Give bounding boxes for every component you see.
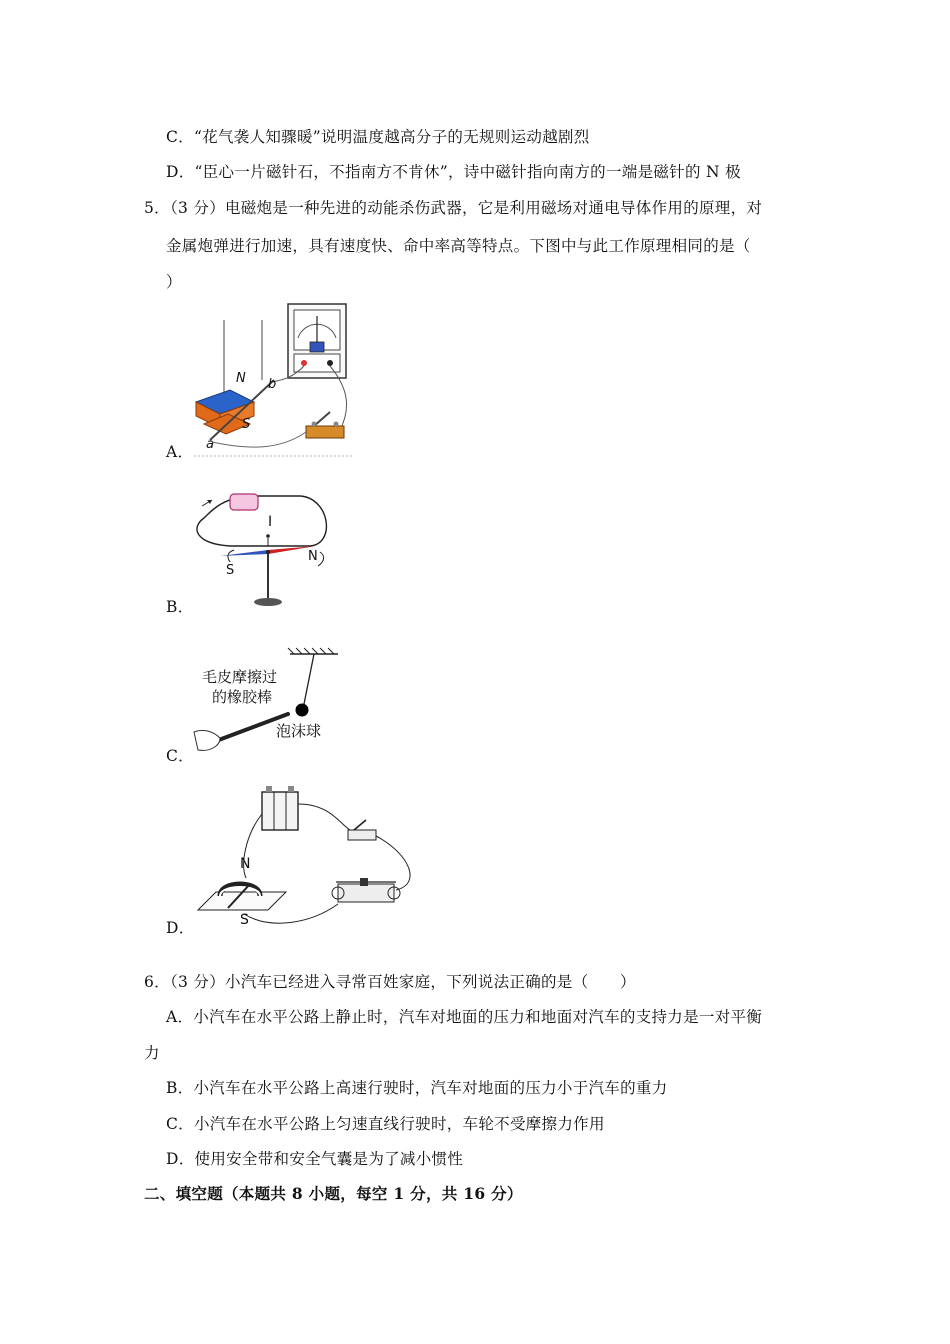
figure-d-s-label: S (240, 912, 249, 928)
figure-b-oersted-experiment (190, 488, 340, 613)
section-2-title: 二、填空题（本题共 8 小题，每空 1 分，共 16 分） (144, 1184, 523, 1203)
q6-option-c: C．小汽车在水平公路上匀速直线行驶时，车轮不受摩擦力作用 (166, 1115, 605, 1133)
q4-option-c: C．“花气袭人知骤暖”说明温度越高分子的无规则运动越剧烈 (166, 128, 590, 146)
q6-option-a-line1: A．小汽车在水平公路上静止时，汽车对地面的压力和地面对汽车的支持力是一对平衡 (166, 1008, 763, 1026)
q5-stem-line1: 5．（3 分）电磁炮是一种先进的动能杀伤武器，它是利用磁场对通电导体作用的原理，对 (144, 199, 763, 217)
q6-option-a-line2: 力 (144, 1044, 160, 1062)
figure-c-rod-label-2: 的橡胶棒 (212, 688, 273, 706)
figure-b-s-label: S (226, 563, 235, 578)
figure-a-n-label: N (236, 371, 246, 386)
q6-stem: 6．（3 分）小汽车已经进入寻常百姓家庭，下列说法正确的是（ ） (144, 973, 636, 991)
q5-option-a-label: A． (166, 443, 194, 461)
figure-d-n-label: N (240, 856, 251, 872)
figure-a-b-label: b (268, 377, 277, 392)
figure-a-a-label: a (206, 437, 214, 452)
figure-c-charged-rod (190, 644, 350, 764)
q5-option-c-label: C． (166, 747, 194, 765)
figure-c-rod-label-1: 毛皮摩擦过 (202, 668, 278, 686)
figure-b-n-label: N (308, 549, 318, 564)
figure-d-circuit (190, 784, 420, 932)
q5-stem-line3: ） (166, 273, 182, 291)
q5-option-d-label: D． (166, 919, 195, 937)
q4-option-d: D．“臣心一片磁针石，不指南方不肯休”，诗中磁针指向南方的一端是磁针的 N 极 (166, 163, 741, 181)
q6-option-d: D．使用安全带和安全气囊是为了减小惯性 (166, 1150, 464, 1168)
q5-option-b-label: B． (166, 598, 194, 616)
q5-stem-line2: 金属炮弹进行加速，具有速度快、命中率高等特点。下图中与此工作原理相同的是（ (166, 237, 751, 255)
figure-a-s-label: S (242, 417, 251, 432)
q6-option-b: B．小汽车在水平公路上高速行驶时，汽车对地面的压力小于汽车的重力 (166, 1079, 668, 1097)
figure-a-motor-principle (190, 300, 360, 460)
figure-c-ball-label: 泡沫球 (276, 722, 322, 740)
figure-b-current-label: I (268, 514, 273, 530)
